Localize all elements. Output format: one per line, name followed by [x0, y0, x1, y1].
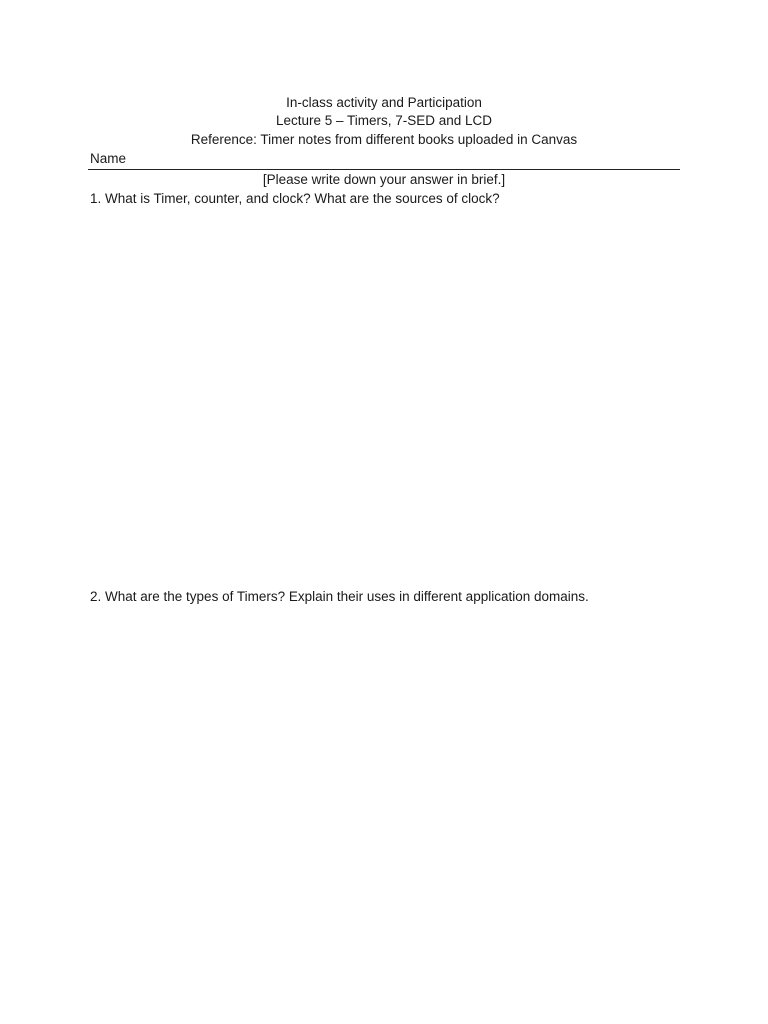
- answer-area-1[interactable]: [88, 212, 680, 582]
- activity-title: In-class activity and Participation: [286, 95, 482, 110]
- reference-line: Reference: Timer notes from different books uploaded in Canvas: [190, 132, 578, 147]
- name-underline[interactable]: [88, 169, 680, 170]
- answer-area-2[interactable]: [88, 610, 680, 990]
- name-label: Name: [90, 151, 127, 166]
- lecture-title: Lecture 5 – Timers, 7-SED and LCD: [275, 113, 493, 128]
- instruction-text: [Please write down your answer in brief.]: [262, 172, 506, 187]
- question-1: 1. What is Timer, counter, and clock? What are the sources of clock?: [90, 191, 500, 206]
- question-2: 2. What are the types of Timers? Explain their uses in different application domains.: [90, 589, 589, 604]
